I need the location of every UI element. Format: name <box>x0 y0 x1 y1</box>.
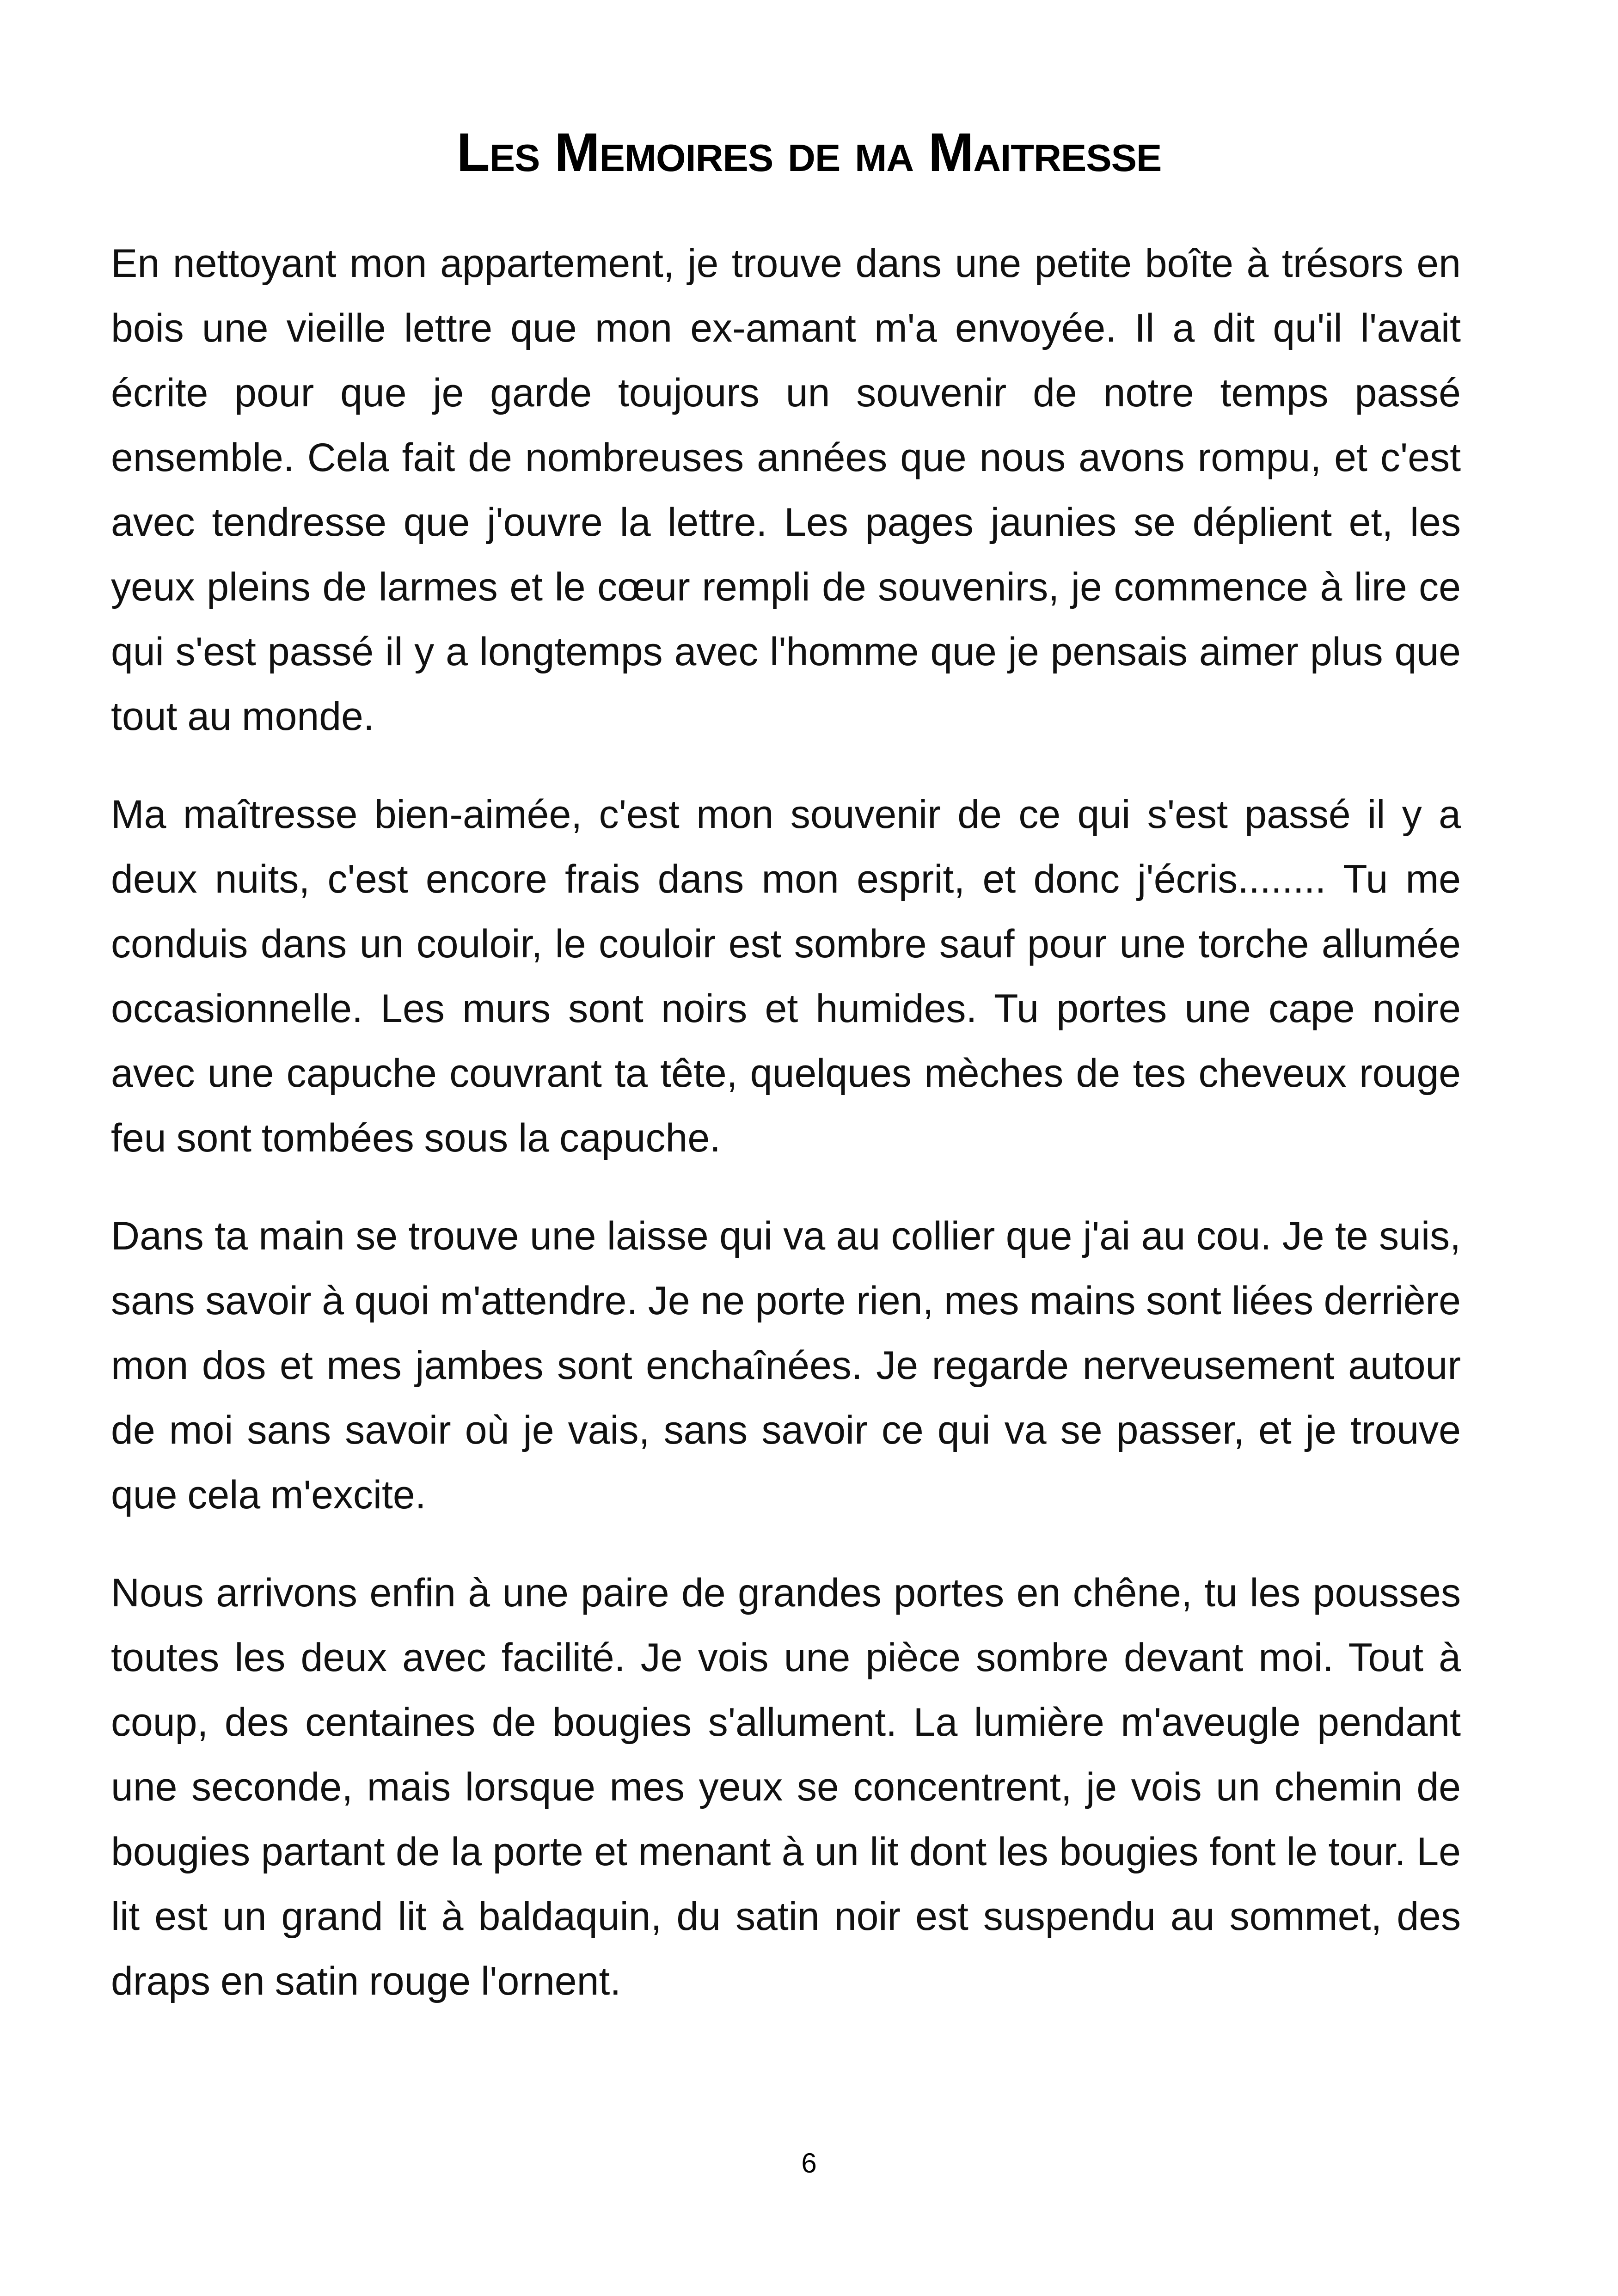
paragraph-4: Nous arrivons enfin à une paire de grandes portes en chêne, tu les pousses toutes les deux avec facilité. Je vois une pièce sombre devant moi. Tout à coup, des centaines de bougies s'allument. La lumière m'aveugle pendant une seconde, mais lorsque mes yeux se concentrent, je vois un chemin de bougies partant de la porte et menant à un lit dont les bougies font le tour. Le lit est un grand lit à baldaquin, du satin noir est suspendu au sommet, des draps en satin rouge l'ornent. <box>111 1571 1461 2003</box>
page-number: 6 <box>801 2148 817 2179</box>
body-text <box>111 231 1461 2047</box>
paragraph-1: En nettoyant mon appartement, je trouve dans une petite boîte à trésors en bois une vieille lettre que mon ex-amant m'a envoyée. Il a dit qu'il l'avait écrite pour que je garde toujours un souvenir de notre temps passé ensemble. Cela fait de nombreuses années que nous avons rompu, et c'est avec tendresse que j'ouvre la lettre. Les pages jaunies se déplient et, les yeux pleins de larmes et le cœur rempli de souvenirs, je commence à lire ce qui s'est passé il y a longtemps avec l'homme que je pensais aimer plus que tout au monde. <box>111 241 1461 739</box>
page-title: Les Memoires de ma Maitresse <box>456 122 1162 183</box>
paragraph-3: Dans ta main se trouve une laisse qui va au collier que j'ai au cou. Je te suis, sans savoir à quoi m'attendre. Je ne porte rien, mes mains sont liées derrière mon dos et mes jambes sont enchaînées. Je regarde nerveusement autour de moi sans savoir où je vais, sans savoir ce qui va se passer, et je trouve que cela m'excite. <box>111 1214 1461 1517</box>
paragraph-2: Ma maîtresse bien-aimée, c'est mon souvenir de ce qui s'est passé il y a deux nuits, c'est encore frais dans mon esprit, et donc j'écris........ Tu me conduis dans un couloir, le couloir est sombre sauf pour une torche allumée occasionnelle. Les murs sont noirs et humides. Tu portes une cape noire avec une capuche couvrant ta tête, quelques mèches de tes cheveux rouge feu sont tombées sous la capuche. <box>111 792 1461 1160</box>
